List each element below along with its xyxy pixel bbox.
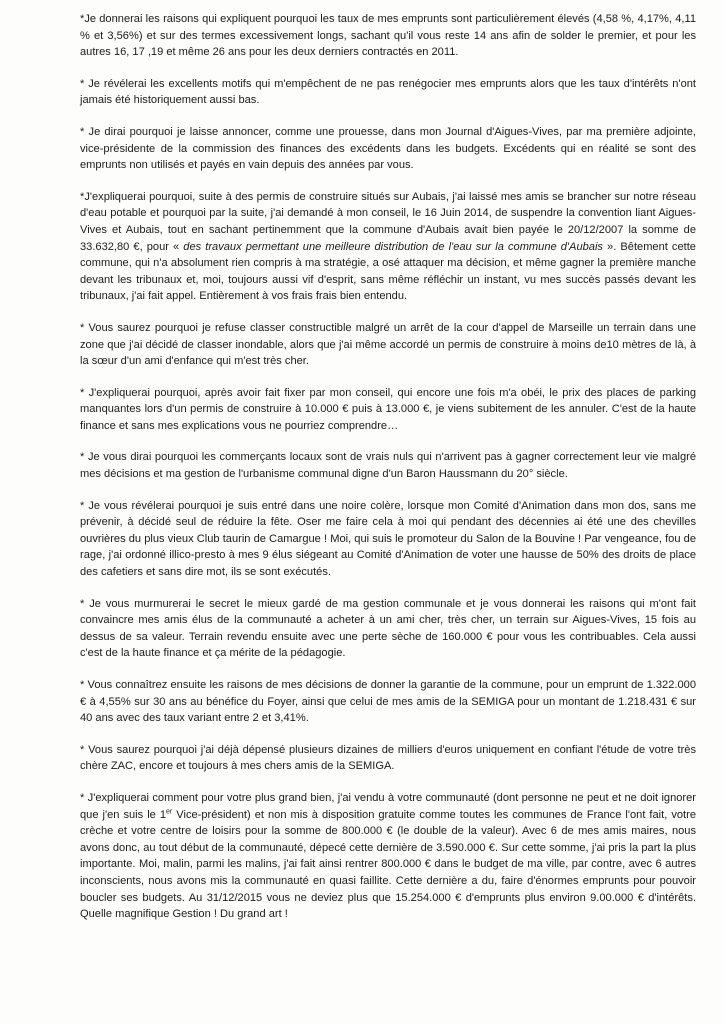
paragraph-commercants xyxy=(80,449,696,482)
paragraph-text: * J'expliquerai pourquoi, après avoir fait fixer par mon conseil, qui encore une fois m'a obéi, le prix des places de parking manquantes lors d'un permis de construire à 10.000 € puis à 13.000 €, je viens subitement de les annuler. C'est de la haute finance et sans mes explications vous ne pourriez comprendre… xyxy=(80,386,696,432)
paragraph-text: ». Bêtement cette commune, qui n'a absolument rien compris à ma stratégie, a osé attaquer ma décision, et même gagner la première manche devant les tribunaux et, moi, toujours aussi vif d'esprit, sans même réfléchir un instant, vu mes succès passés devant les tribunaux, j'ai fait appel. Entièrement à vos frais frais bien entendu. xyxy=(80,240,696,303)
paragraph-garantie-emprunt xyxy=(80,677,696,727)
paragraph-creche-communaute xyxy=(80,790,696,923)
paragraph-reseau-eau xyxy=(80,189,696,305)
paragraph-text: * Vous saurez pourquoi j'ai déjà dépensé plusieurs dizaines de milliers d'euros uniquement en confiant l'étude de votre très chère ZAC, encore et toujours à mes chers amis de la SEMIGA. xyxy=(80,743,696,773)
paragraph-text: * J'expliquerai comment pour votre plus grand bien, j'ai vendu à votre communauté (dont personne ne peut et ne doit ignorer que j'en suis le 1 xyxy=(80,791,696,821)
paragraph-terrain-inondable xyxy=(80,320,696,370)
paragraph-text: * Vous saurez pourquoi je refuse classer constructible malgré un arrêt de la cour d'appel de Marseille un terrain dans une zone que j'ai décidé de classer inondable, alors que j'ai même accordé un permis de construire à moins de10 mètres de là, à la sœur d'un ami d'enfance qui m'est très cher. xyxy=(80,321,696,368)
paragraph-text: * Je dirai pourquoi je laisse annoncer, comme une prouesse, dans mon Journal d'Aigues-Vives, par ma première adjointe, vice-présidente de la commission des finances des excédents dans les budgets. Excédents qui en réalité se sont des emprunts non utilisés et payés en vain depuis des années par vous. xyxy=(80,125,696,172)
paragraph-text: *J'expliquerai pourquoi, suite à des permis de construire situés sur Aubais, j'ai laissé mes amis se brancher sur notre réseau d'eau potable et pourquoi par la suite, j'ai demandé à mon conseil, le 16 Juin 2014, de suspendre la convention liant Aigues-Vives et Aubais, tout en sachant pertinemment que la commune d'Aubais avait bien payée le 20/12/2007 la somme de 33.632,80 €, pour « xyxy=(80,190,696,253)
paragraph-superscript: er xyxy=(166,807,173,815)
paragraph-text: * Vous connaîtrez ensuite les raisons de mes décisions de donner la garantie de la commune, pour un emprunt de 1.322.000 € à 4,55% sur 30 ans au bénéfice du Foyer, ainsi que celui de mes amis de la SEMIGA pour un montant de 1.218.431 € sur 40 ans avec des taux variant entre 2 et 3,41%. xyxy=(80,679,696,725)
paragraph-text: *Je donnerai les raisons qui expliquent pourquoi les taux de mes emprunts sont particulièrement élevés (4,58 %, 4,17%, 4,11 % et 3,56%) et sur des termes excessivement longs, sachant qu'il vous reste 14 ans afin de solder le premier, et pour les autres 16, 17 ,19 et même 26 ans pour les deux derniers contractés en 2011. xyxy=(80,13,696,59)
paragraph-parking xyxy=(80,385,696,435)
paragraph-text: * Je révélerai les excellents motifs qui m'empêchent de ne pas renégocier mes emprunts alors que les taux d'intérêts n'ont jamais été historiquement aussi bas. xyxy=(80,77,696,107)
paragraph-renegociation xyxy=(80,76,696,109)
paragraph-text: * Je vous murmurerai le secret le mieux gardé de ma gestion communale et je vous donnerai les raisons qui m'ont fait convaincre mes amis élus de la communauté a acheter à un ami cher, très cher, un terrain sur Aigues-Vives, 15 fois au dessus de sa valeur. Terrain revendu ensuite avec une perte sèche de 160.000 € pour vous les contribuables. Cela aussi c'est de la haute finance et ça mérite de la pédagogie. xyxy=(80,597,696,660)
paragraph-excedents xyxy=(80,124,696,174)
paragraph-terrain-communaute xyxy=(80,596,696,662)
paragraph-emprunts-taux xyxy=(80,11,696,61)
paragraph-zac-semiga xyxy=(80,742,696,775)
paragraph-text: * Je vous révélerai pourquoi je suis entré dans une noire colère, lorsque mon Comité d'Animation dans mon dos, sans me prévenir, à décidé seul de réduire la fête. Oser me faire cela à moi qui pendant des décennies ai été une des chevilles ouvrières du plus vieux Club taurin de Camargue ! Moi, qui suis le promoteur du Salon de la Bouvine ! Par vengeance, fou de rage, j'ai ordonné illico-presto à mes 9 élus siégeant au Comité d'Animation de voter une hausse de 50% des droits de place des cafetiers et sans dire mot, ils se sont exécutés. xyxy=(80,499,696,579)
paragraph-text: Vice-président) et non mis à disposition gratuite comme toutes les communes de France l'ont fait, votre crèche et votre centre de loisirs pour la somme de 800.000 € (le double de la valeur). Avec 6 de mes amis maires, nous avons donc, au tout début de la communauté, dépecé cette dernière de 3.590.000 €. Sur cette somme, j'ai pris la part la plus importante. Moi, malin, parmi les malins, j'ai fait ainsi rentrer 800.000 € dans le budget de ma ville, par contre, avec 6 autres inconscients, nous avons mis la communauté en quasi faillite. Cette dernière a du, faire d'énormes emprunts pour pouvoir boucler ses budgets. Au 31/12/2015 vous ne deviez plus que 15.254.000 € d'emprunts plus environ 9.00.000 € d'intérêts. Quelle magnifique Gestion ! Du grand art ! xyxy=(80,808,696,921)
paragraph-comite-animation xyxy=(80,498,696,581)
paragraph-quote: des travaux permettant une meilleure distribution de l'eau sur la commune d'Aubais xyxy=(183,240,603,253)
paragraph-text: * Je vous dirai pourquoi les commerçants locaux sont de vrais nuls qui n'arrivent pas à gagner correctement leur vie malgré mes décisions et ma gestion de l'urbanisme communal digne d'un Baron Haussmann du 20° siècle. xyxy=(80,451,696,481)
